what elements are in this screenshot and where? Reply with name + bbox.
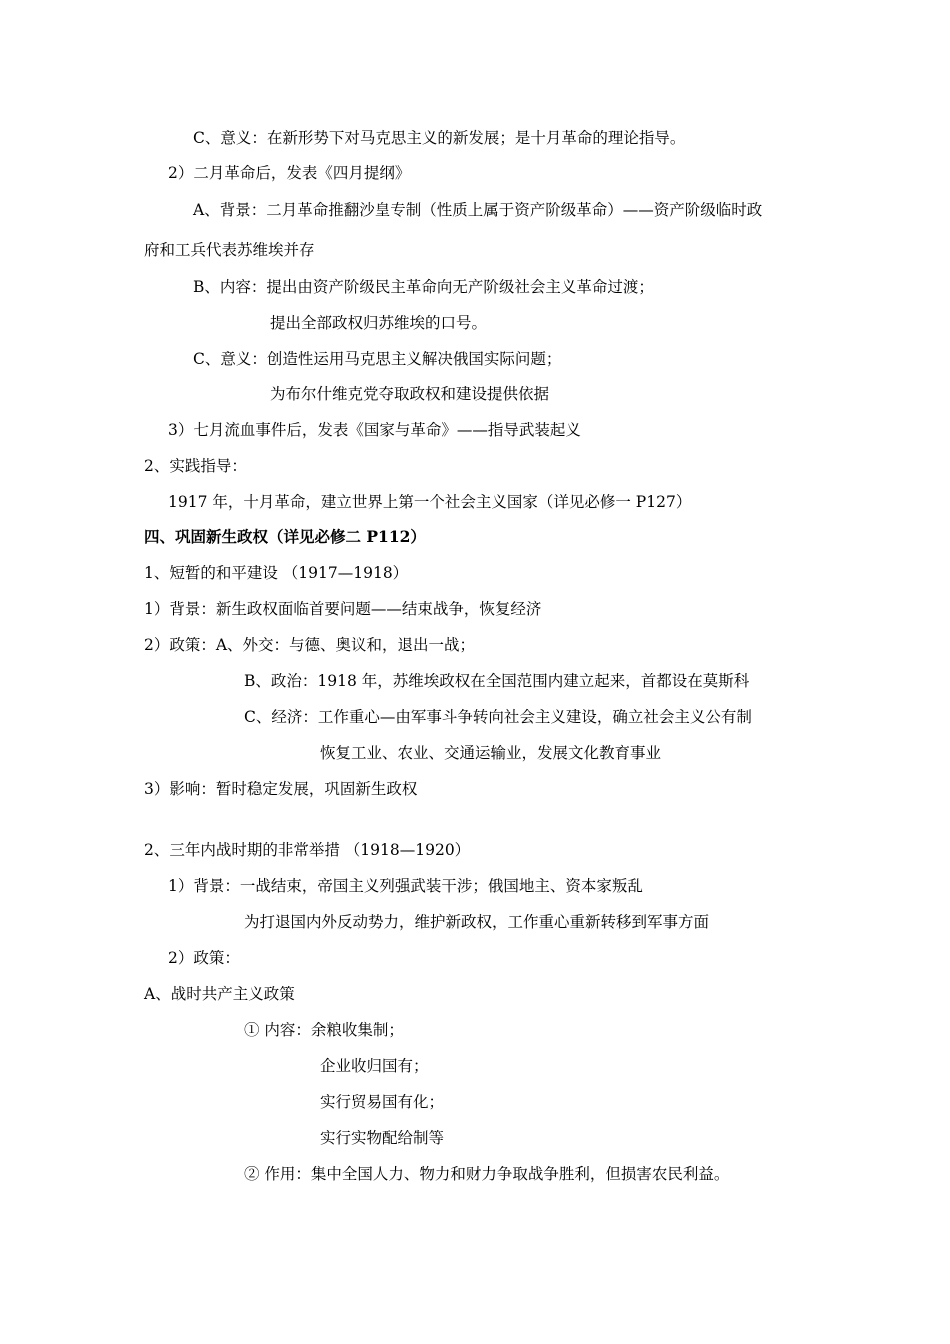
text-line: B、内容：提出由资产阶级民主革命向无产阶级社会主义革命过渡； [193, 278, 654, 296]
text-line: C、经济：工作重心—由军事斗争转向社会主义建设，确立社会主义公有制 [244, 708, 752, 726]
text-line: ① 内容：余粮收集制； [244, 1021, 404, 1039]
text-line: A、背景：二月革命推翻沙皇专制（性质上属于资产阶级革命）——资产阶级临时政 [193, 201, 763, 219]
text-line: 为打退国内外反动势力，维护新政权，工作重心重新转移到军事方面 [244, 913, 710, 931]
text-line: 恢复工业、农业、交通运输业，发展文化教育事业 [320, 744, 662, 762]
text-line: 1）背景：新生政权面临首要问题——结束战争，恢复经济 [144, 600, 542, 618]
text-line: 实行贸易国有化； [320, 1093, 445, 1111]
text-line: 府和工兵代表苏维埃并存 [144, 241, 315, 259]
text-line: 2、三年内战时期的非常举措 （1918—1920） [144, 841, 471, 859]
section-heading: 四、巩固新生政权（详见必修二 P112） [144, 527, 426, 546]
text-line: 实行实物配给制等 [320, 1129, 445, 1147]
text-line: 1917 年，十月革命，建立世界上第一个社会主义国家（详见必修一 P127） [168, 493, 692, 511]
text-line: 2）政策： [168, 949, 240, 967]
text-line: C、意义：创造性运用马克思主义解决俄国实际问题； [193, 350, 562, 368]
text-line: 1、短暂的和平建设 （1917—1918） [144, 564, 409, 582]
text-line: A、战时共产主义政策 [144, 985, 295, 1003]
text-line: C、意义：在新形势下对马克思主义的新发展；是十月革命的理论指导。 [193, 129, 686, 147]
text-line: 为布尔什维克党夺取政权和建设提供依据 [270, 385, 550, 403]
text-line: 企业收归国有； [320, 1057, 429, 1075]
text-line: 2）二月革命后，发表《四月提纲》 [168, 164, 411, 182]
text-line: B、政治：1918 年，苏维埃政权在全国范围内建立起来，首都设在莫斯科 [244, 672, 750, 690]
text-line: 2、实践指导： [144, 457, 247, 475]
text-line: 提出全部政权归苏维埃的口号。 [270, 314, 488, 332]
text-line: 3）影响：暂时稳定发展，巩固新生政权 [144, 780, 418, 798]
text-line: 3）七月流血事件后，发表《国家与革命》——指导武装起义 [168, 421, 581, 439]
text-line: ② 作用：集中全国人力、物力和财力争取战争胜利，但损害农民利益。 [244, 1165, 730, 1183]
text-line: 2）政策：A、外交：与德、奥议和，退出一战； [144, 636, 476, 654]
text-line: 1）背景：一战结束，帝国主义列强武装干涉；俄国地主、资本家叛乱 [168, 877, 643, 895]
